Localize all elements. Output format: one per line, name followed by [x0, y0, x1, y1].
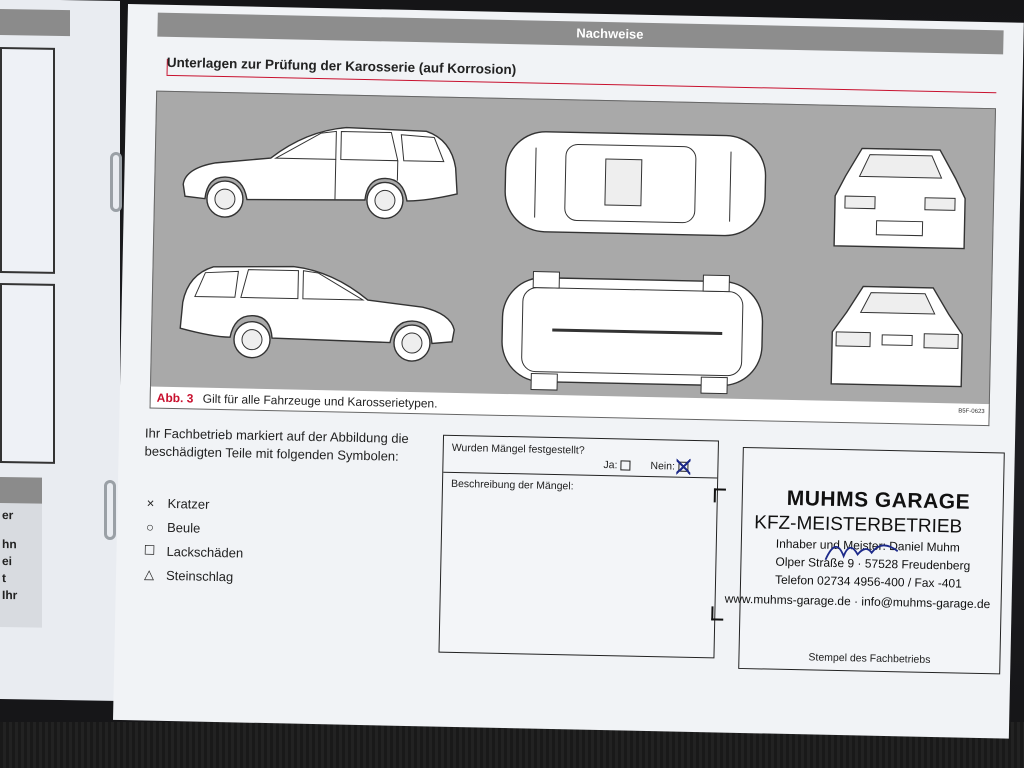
symbol-label: Steinschlag [165, 567, 234, 584]
car-figure [150, 91, 996, 421]
header-title: Nachweise [576, 25, 644, 42]
car-side-view-icon [174, 114, 466, 230]
left-fragment: er [2, 507, 14, 523]
defect-options [603, 459, 688, 473]
left-page [0, 0, 120, 701]
cross-icon: × [146, 495, 155, 511]
car-underbody-view-icon [491, 267, 774, 403]
figure-label: Abb. 3 [156, 390, 194, 406]
symbol-legend [138, 490, 245, 588]
symbol-label: Beule [166, 519, 201, 536]
stamp-name: MUHMS GARAGE [786, 486, 971, 514]
binder-ring [110, 152, 122, 212]
yes-label: Ja: [603, 459, 618, 472]
left-fragment: Ihr [2, 587, 18, 603]
no-label: Nein: [650, 460, 676, 473]
left-header-bar [0, 9, 70, 36]
left-fragment: t [2, 570, 6, 586]
stamp-address: Olper Straße 9 · 57528 Freudenberg [775, 554, 971, 573]
stamp-box [724, 447, 1005, 674]
instructions-text: Ihr Fachbetrieb markiert auf der Abbildung die beschädigten Teile mit folgenden Symbolen: [144, 425, 409, 464]
symbol-label: Lackschäden [166, 543, 244, 561]
symbol-row [139, 514, 244, 540]
no-checkbox[interactable] [678, 462, 688, 472]
left-side-panel [0, 477, 42, 628]
left-box-middle [0, 283, 55, 464]
car-front-view-icon [824, 136, 977, 269]
car-top-view-icon [494, 117, 777, 253]
defect-description-label: Beschreibung der Mängel: [450, 477, 574, 493]
yes-checkbox[interactable] [620, 461, 630, 471]
section-title: Unterlagen zur Prüfung der Karosserie (auf Korrosion) [166, 54, 517, 78]
left-fragment: ei [2, 553, 13, 569]
figure-caption-text: Gilt für alle Fahrzeuge und Karosserietypen. [202, 391, 438, 411]
yes-option[interactable] [603, 459, 630, 472]
right-page [113, 4, 1024, 739]
left-side-bar [0, 477, 42, 504]
square-icon: ☐ [143, 542, 156, 558]
header-bar [157, 13, 1003, 55]
stamp-subtitle: KFZ-MEISTERBETRIEB [754, 512, 963, 538]
circle-icon: ○ [145, 518, 155, 535]
defect-question: Wurden Mängel festgestellt? [451, 441, 585, 457]
symbol-label: Kratzer [167, 495, 210, 512]
stamp-bracket [714, 488, 726, 502]
triangle-icon: △ [143, 566, 155, 582]
stamp-owner: Inhaber und Meister: Daniel Muhm [775, 536, 961, 555]
title-rule [167, 75, 997, 93]
figure-code: B5F-0623 [958, 408, 985, 416]
symbol-row [139, 490, 244, 516]
binder-ring [104, 480, 116, 540]
signature-icon [821, 530, 902, 572]
left-box-top [0, 47, 55, 274]
symbol-row [138, 562, 243, 588]
left-fragment: hn [2, 536, 17, 552]
stamp-web: www.muhms-garage.de · info@muhms-garage.de [724, 591, 991, 612]
symbol-row [138, 538, 243, 564]
no-option[interactable] [650, 460, 688, 473]
defect-form [438, 435, 719, 659]
stamp-phone: Telefon 02734 4956-400 / Fax -401 [774, 572, 963, 591]
stamp-bracket [711, 606, 723, 620]
stamp-label: Stempel des Fachbetriebs [808, 651, 931, 666]
car-rear-view-icon [821, 276, 974, 409]
car-side-view-icon [172, 252, 464, 368]
